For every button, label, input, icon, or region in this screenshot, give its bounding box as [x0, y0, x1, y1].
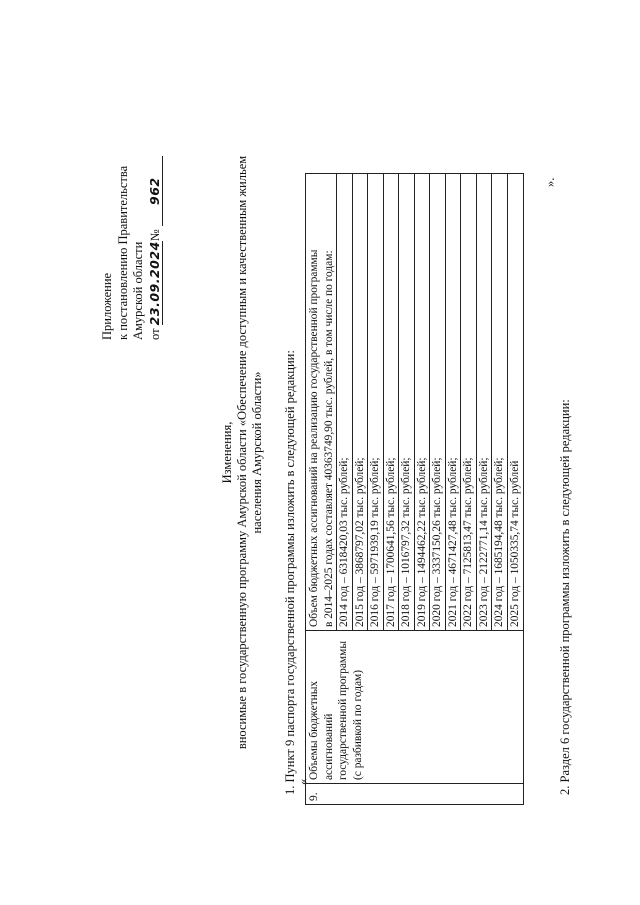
appendix-date-number-line: [147, 100, 164, 340]
year-line-2023: 2023 год – 2122771,14 тыс. рублей;: [477, 174, 493, 630]
year-line-2018: 2018 год – 1016797,32 тыс. рублей;: [399, 174, 415, 630]
date-prefix: от: [147, 328, 162, 340]
year-line-2016: 2016 год – 5971939,19 тыс. рублей;: [368, 174, 384, 630]
title-line-2: вносимые в государственную программу Амурской области «Обеспечение доступным и качественным жильем: [235, 155, 249, 750]
year-line-2015: 2015 год – 3868797,02 тыс. рублей;: [353, 174, 369, 630]
passport-table: [305, 173, 524, 805]
number-prefix: №: [147, 229, 162, 242]
year-line-2019: 2019 год – 1494462,22 тыс. рублей;: [415, 174, 431, 630]
document-title: [220, 150, 265, 755]
total-line-2: в 2014–2025 годах составляет 40363749,90 тыс. рублей, в том числе по годам:: [322, 174, 338, 630]
appendix-region-line: Амурской области: [131, 241, 145, 340]
year-line-2020: 2020 год – 3337150,26 тыс. рублей;: [430, 174, 446, 630]
year-line-2017: 2017 год – 1700641,56 тыс. рублей;: [384, 174, 400, 630]
decree-date: 23.09.2024: [146, 241, 162, 326]
row-values-cell: [306, 174, 524, 631]
year-line-2021: 2021 год – 4671427,48 тыс. рублей;: [446, 174, 462, 630]
item-1-intro: 1. Пункт 9 паспорта государственной программы изложить в следующей редакции:: [283, 350, 297, 795]
appendix-label: Приложение: [100, 272, 114, 340]
appendix-decree-line: к постановлению Правительства: [115, 165, 130, 340]
title-line-1: Изменения,: [220, 421, 234, 484]
appendix-header: [100, 100, 163, 340]
opening-quote: «: [296, 778, 310, 785]
year-line-2014: 2014 год – 6318420,03 тыс. рублей;: [337, 174, 353, 630]
table-row: [306, 174, 524, 805]
title-line-3: населения Амурской области»: [250, 371, 264, 534]
closing-quote: ».: [543, 177, 557, 187]
total-line-1: Объем бюджетных ассигнований на реализацию государственной программы: [308, 249, 320, 627]
year-line-2025: 2025 год – 1050335,74 тыс. рублей: [508, 460, 521, 627]
year-line-2022: 2022 год – 7125813,47 тыс. рублей;: [461, 174, 477, 630]
row-number-cell: 9.: [306, 784, 524, 805]
item-2-intro: 2. Раздел 6 государственной программы изложить в следующей редакции:: [558, 399, 572, 795]
year-line-2024: 2024 год – 1685194,48 тыс. рублей;: [492, 174, 508, 630]
decree-number: 962: [147, 156, 164, 226]
row-name-cell: Объемы бюджетных ассигнований государственной программы (с разбивкой по годам): [306, 631, 524, 784]
